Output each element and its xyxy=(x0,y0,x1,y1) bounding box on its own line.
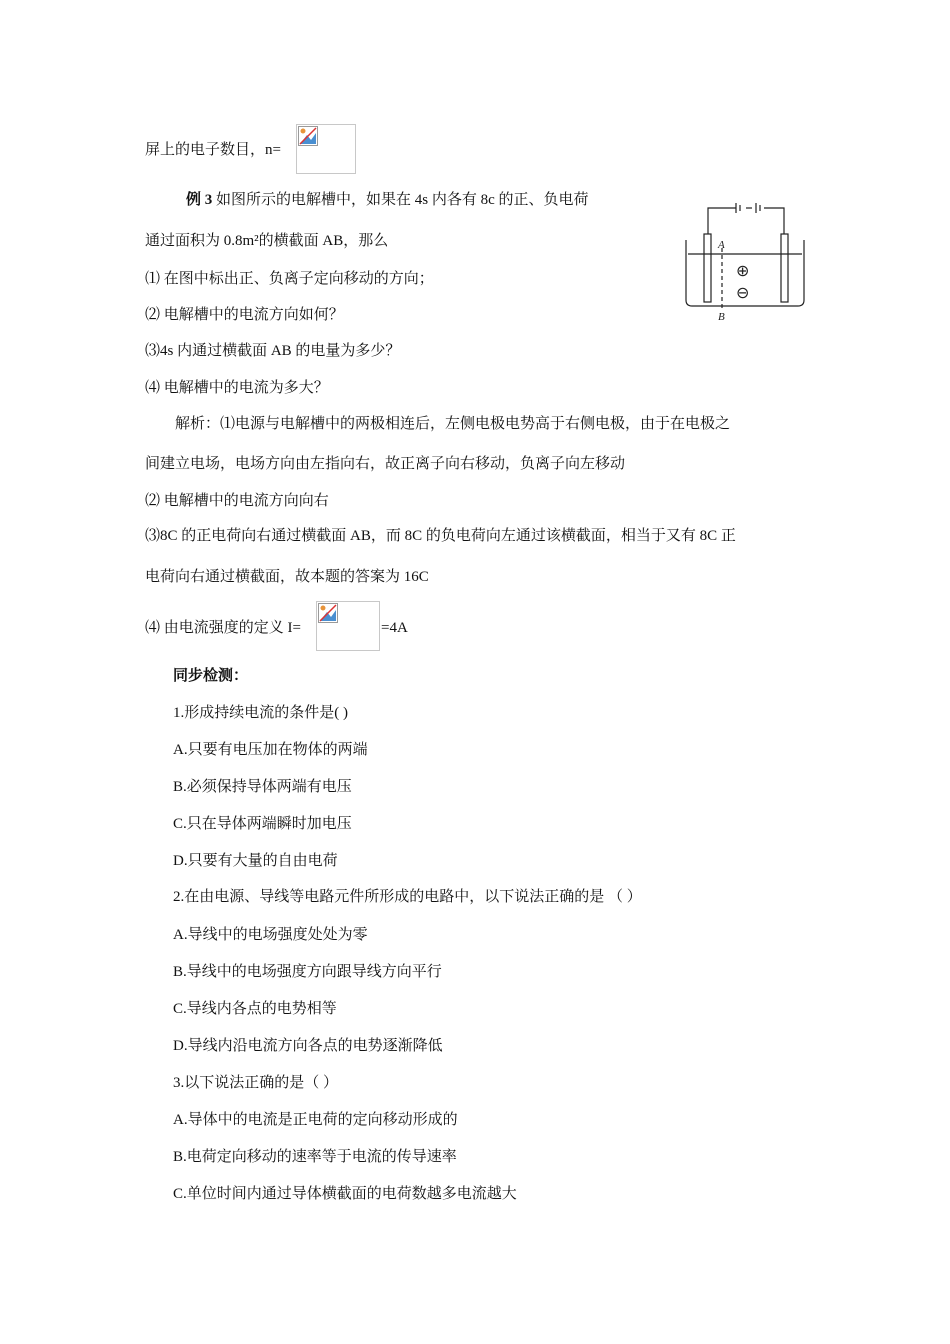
option-3c: C.单位时间内通过导体横截面的电荷数越多电流越大 xyxy=(173,1186,517,1202)
answer-4-left: ⑷ 由电流强度的定义 I= xyxy=(145,620,301,636)
option-1a: A.只要有电压加在物体的两端 xyxy=(173,742,368,758)
problem-1: 1.形成持续电流的条件是( ) xyxy=(173,705,348,721)
broken-image-icon xyxy=(318,603,338,623)
answer-3-line-1: ⑶8C 的正电荷向右通过横截面 AB，而 8C 的负电荷向左通过该横截面，相当于又有 8C 正 xyxy=(145,528,736,544)
label-a: A xyxy=(718,239,725,251)
answer-4-right: =4A xyxy=(381,620,408,636)
option-1c: C.只在导体两端瞬时加电压 xyxy=(173,816,352,832)
text-line: 通过面积为 0.8m²的横截面 AB，那么 xyxy=(145,233,389,249)
option-2c: C.导线内各点的电势相等 xyxy=(173,1001,337,1017)
answer-1-line-2: 间建立电场，电场方向由左指向右，故正离子向右移动，负离子向左移动 xyxy=(145,456,626,472)
label-b: B xyxy=(718,311,725,322)
answer-3-line-2: 电荷向右通过横截面，故本题的答案为 16C xyxy=(145,569,429,585)
electrolytic-cell-diagram xyxy=(680,192,810,322)
broken-image-icon xyxy=(298,126,318,146)
option-2d: D.导线内沿电流方向各点的电势逐渐降低 xyxy=(173,1038,443,1054)
option-3a: A.导体中的电流是正电荷的定向移动形成的 xyxy=(173,1112,458,1128)
question-2: ⑵ 电解槽中的电流方向如何？ xyxy=(145,307,344,323)
question-1: ⑴ 在图中标出正、负离子定向移动的方向； xyxy=(145,271,434,287)
option-2b: B.导线中的电场强度方向跟导线方向平行 xyxy=(173,964,442,980)
question-3: ⑶4s 内通过横截面 AB 的电量为多少？ xyxy=(145,343,401,359)
positive-ion-icon: ⊕ xyxy=(736,261,750,280)
option-3b: B.电荷定向移动的速率等于电流的传导速率 xyxy=(173,1149,457,1165)
section-heading: 同步检测： xyxy=(173,668,249,684)
negative-ion-icon: ⊖ xyxy=(736,283,750,302)
question-4: ⑷ 电解槽中的电流为多大？ xyxy=(145,380,329,396)
example-label: 例 3 xyxy=(186,192,213,208)
answer-2: ⑵ 电解槽中的电流方向向右 xyxy=(145,493,329,509)
option-2a: A.导线中的电场强度处处为零 xyxy=(173,927,368,943)
option-1b: B.必须保持导体两端有电压 xyxy=(173,779,352,795)
option-1d: D.只要有大量的自由电荷 xyxy=(173,853,338,869)
problem-2: 2.在由电源、导线等电路元件所形成的电路中，以下说法正确的是 （ ） xyxy=(173,889,642,905)
text-line: 屏上的电子数目，n= xyxy=(145,142,281,158)
problem-3: 3.以下说法正确的是（ ） xyxy=(173,1075,339,1091)
answer-1-line-1: 解析：⑴电源与电解槽中的两极相连后，左侧电极电势高于右侧电极，由于在电极之 xyxy=(175,416,731,432)
formula-image-placeholder xyxy=(296,124,356,174)
example-text: 如图所示的电解槽中，如果在 4s 内各有 8c 的正、负电荷 xyxy=(212,192,589,208)
example-line xyxy=(186,190,589,210)
formula-image-placeholder xyxy=(316,601,380,651)
